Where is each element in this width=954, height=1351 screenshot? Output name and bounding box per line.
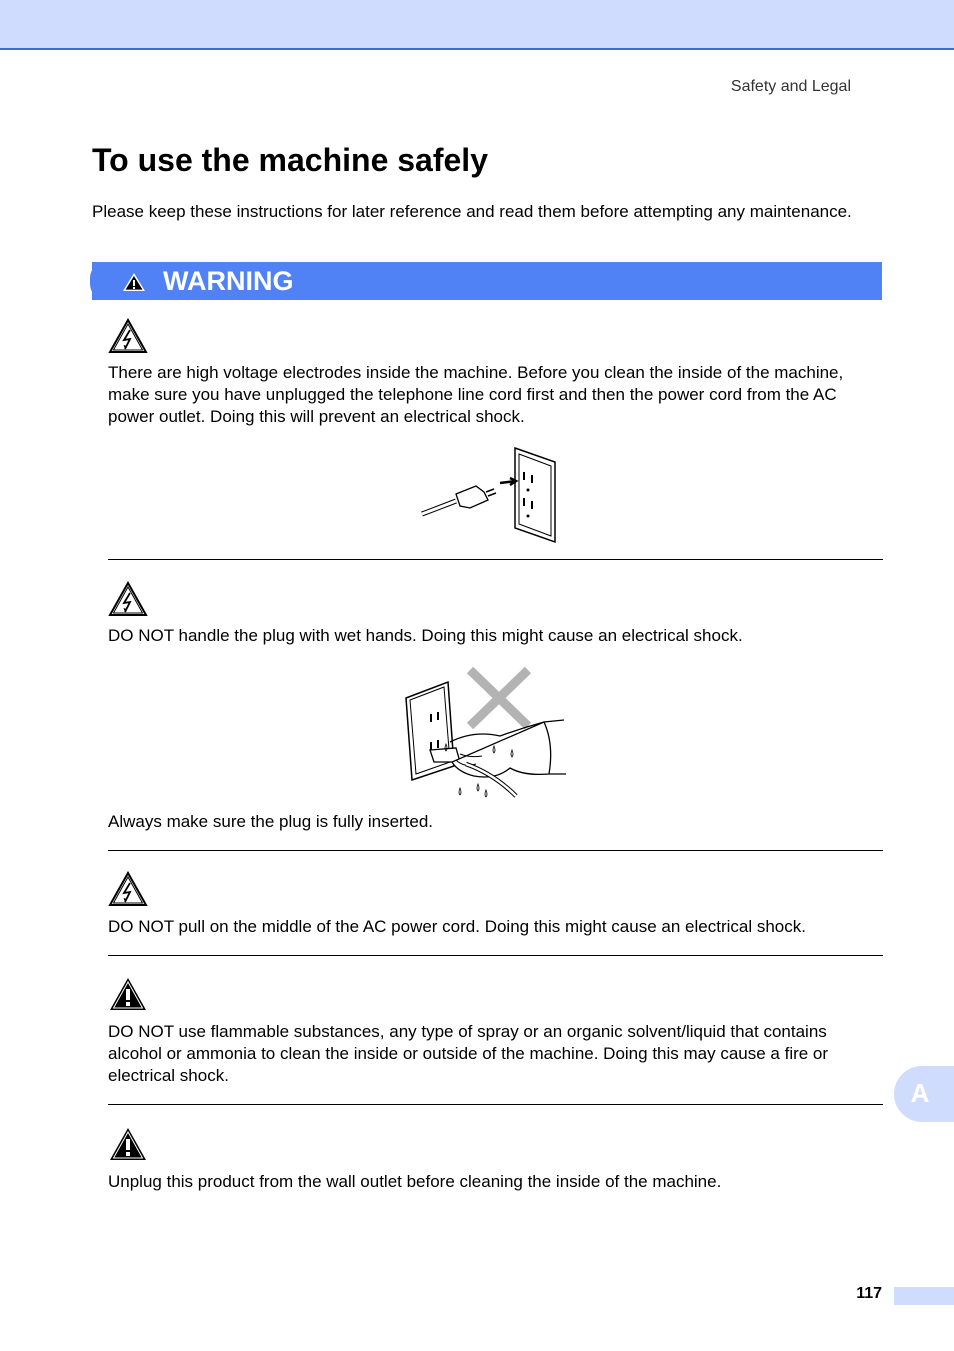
general-warning-icon: [108, 976, 148, 1012]
plug-inserted-note: Always make sure the plug is fully inserted.: [108, 812, 434, 831]
hazard-text-1: There are high voltage electrodes inside the machine. Before you clean the inside of the machine, make sure you have unplugged the telephone line cord first and then the power cord from the AC power outlet. Doing this will prevent an electrical shock.: [108, 363, 844, 426]
section-divider: [108, 1104, 883, 1105]
electrical-hazard-icon: [108, 318, 148, 354]
appendix-letter: A: [910, 1078, 930, 1108]
section-divider: [108, 559, 883, 560]
top-header-bar: [0, 0, 954, 50]
hazard-text-5: Unplug this product from the wall outlet before cleaning the inside of the machine.: [108, 1172, 722, 1191]
intro-paragraph: Please keep these instructions for later reference and read them before attempting any maintenance.: [92, 202, 852, 221]
hazard-text-2: DO NOT handle the plug with wet hands. Doing this might cause an electrical shock.: [108, 626, 743, 645]
electrical-hazard-icon: [108, 871, 148, 907]
electrical-hazard-icon: [108, 581, 148, 617]
page-number: 117: [856, 1285, 882, 1302]
warning-label: WARNING: [163, 266, 294, 296]
hazard-text-4: DO NOT use flammable substances, any type of spray or an organic solvent/liquid that contains alcohol or ammonia to clean the inside or outside of the machine. Doing this may cause a fire or electrical shock.: [108, 1022, 829, 1085]
warning-triangle-icon: [122, 272, 146, 292]
section-divider: [108, 850, 883, 851]
unplug-power-cord-illustration: [418, 446, 558, 544]
footer-bar: [894, 1287, 954, 1305]
general-warning-icon: [108, 1126, 148, 1162]
running-header: Safety and Legal: [730, 78, 851, 95]
hazard-text-3: DO NOT pull on the middle of the AC power cord. Doing this might cause an electrical shock.: [108, 917, 806, 936]
warning-banner: [92, 262, 882, 300]
appendix-side-tab: [894, 1066, 954, 1122]
page-title: To use the machine safely: [92, 142, 488, 178]
section-divider: [108, 955, 883, 956]
wet-hands-plug-illustration: [404, 664, 570, 802]
